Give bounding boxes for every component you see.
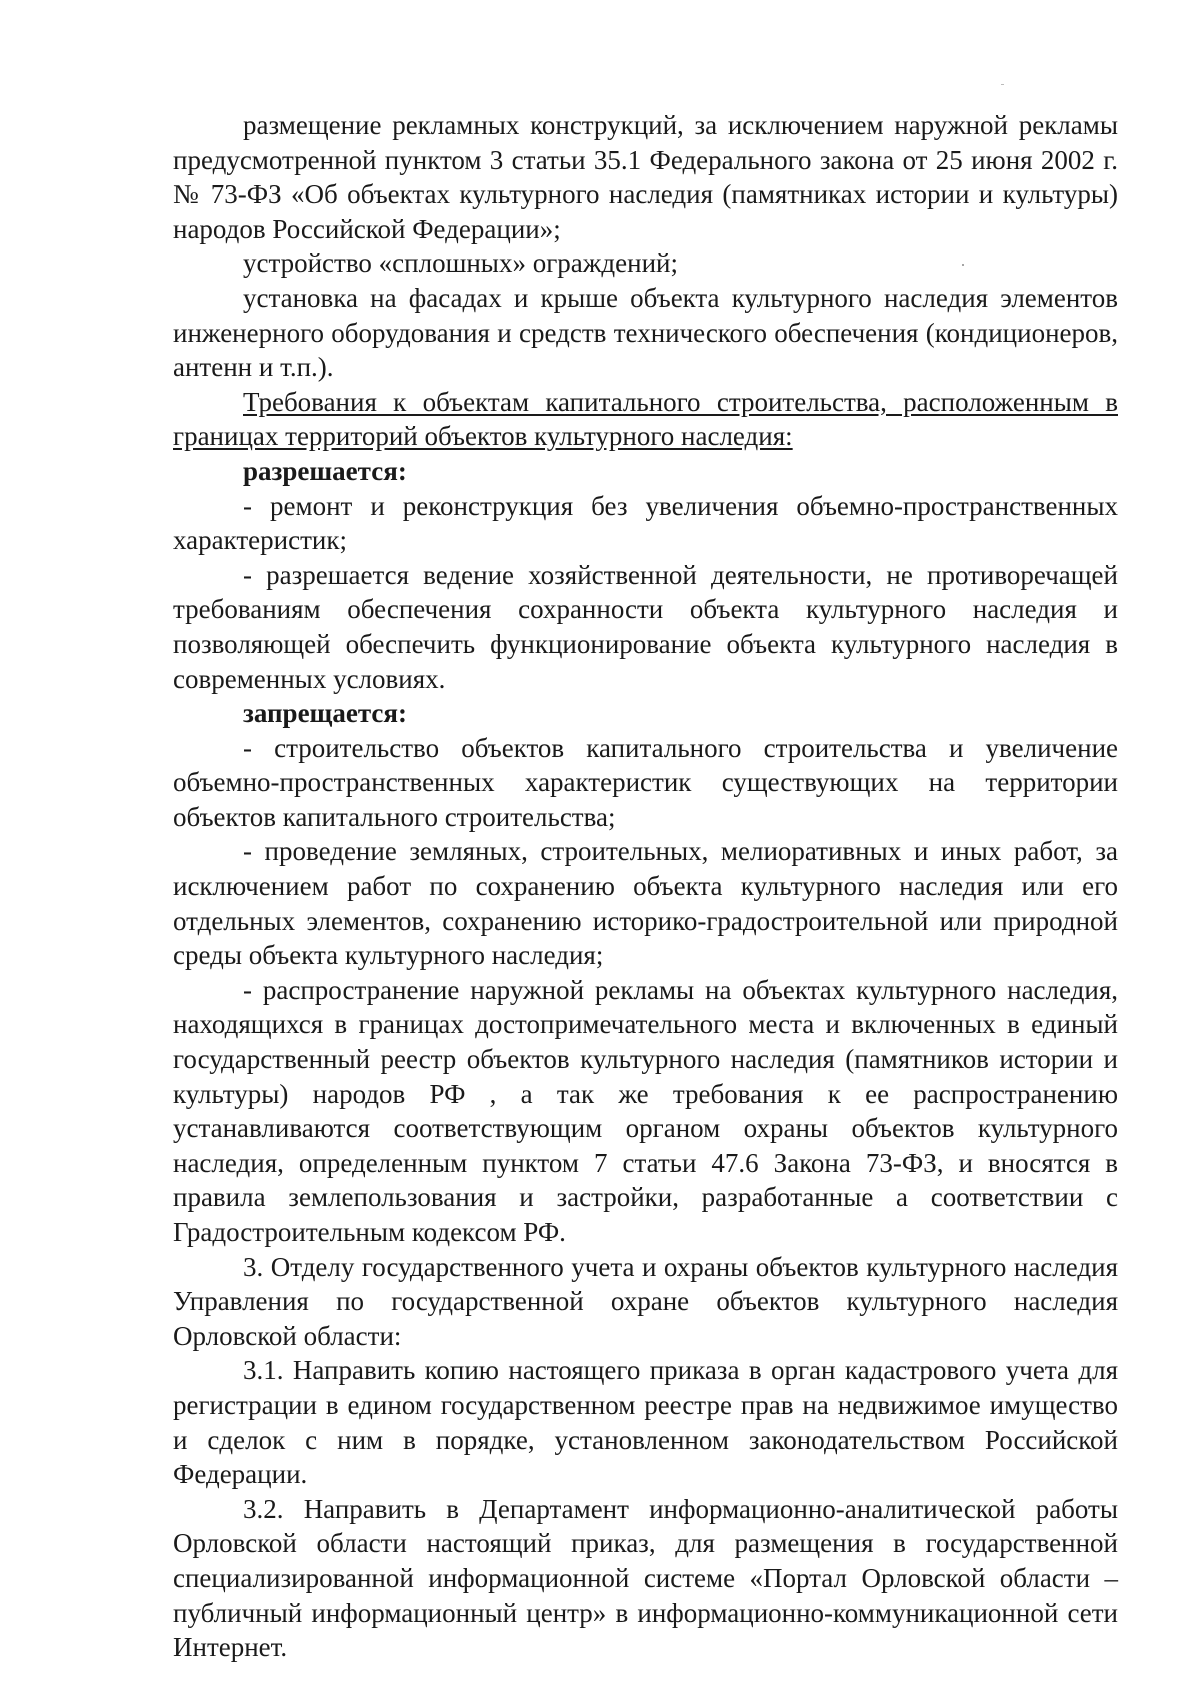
paragraph-forbidden-construction: - строительство объектов капитального строительства и увеличение объемно-пространственных характеристик существующих на территории объектов капитального строительства;: [173, 732, 1118, 832]
paragraph-allowed-economic-activity: - разрешается ведение хозяйственной деятельности, не противоречащей требованиям обеспечения сохранности объекта культурного наследия и позволяющей обеспечить функционирование объекта культурного наследия в современных условиях.: [173, 559, 1118, 694]
paragraph-forbidden-heading: запрещается:: [243, 698, 408, 729]
paragraph-item-3-2: 3.2. Направить в Департамент информационно-аналитической работы Орловской области настоящий приказ, для размещения в государственной специализированной информационной системе «Портал Орловской области – публичный информационный центр» в информационно-коммуникационной сети Интернет.: [173, 1493, 1118, 1663]
document-body: [173, 108, 1118, 1665]
paragraph-forbidden-earthworks: - проведение земляных, строительных, мелиоративных и иных работ, за исключением работ по сохранению объекта культурного наследия или его отдельных элементов, сохранению историко-градостроительной или природной среды объекта культурного наследия;: [173, 836, 1118, 971]
paragraph-item-3: 3. Отделу государственного учета и охраны объектов культурного наследия Управления по государственной охране объектов культурного наследия Орловской области:: [173, 1251, 1118, 1351]
paragraph-requirements-heading: Требования к объектам капитального строительства, расположенным в границах территорий объектов культурного наследия:: [173, 386, 1118, 452]
paragraph-allowed-heading: разрешается:: [243, 455, 407, 486]
paragraph-item-3-1: 3.1. Направить копию настоящего приказа в орган кадастрового учета для регистрации в едином государственном реестре прав на недвижимое имущество и сделок с ним в порядке, установленном законодательством Российской Федерации.: [173, 1355, 1118, 1490]
paragraph-forbidden-advertising: - распространение наружной рекламы на объектах культурного наследия, находящихся в границах достопримечательного места и включенных в единый государственный реестр объектов культурного наследия (памятников истории и культуры) народов РФ , а так же требования к ее распространению устанавливаются соответствующим органом охраны объектов культурного наследия, определенным пунктом 7 статьи 47.6 Закона 73-ФЗ, и вносятся в правила землепользования и застройки, разработанные а соответствии с Градостроительным кодексом РФ.: [173, 974, 1118, 1247]
paragraph-solid-fences: устройство «сплошных» ограждений;: [243, 248, 678, 279]
paragraph-allowed-repair: - ремонт и реконструкция без увеличения объемно-пространственных характеристик;: [173, 490, 1118, 556]
paragraph-advertising-structures: размещение рекламных конструкций, за исключением наружной рекламы предусмотренной пунктом 3 статьи 35.1 Федерального закона от 25 июня 2002 г. № 73-ФЗ «Об объектах культурного наследия (памятниках истории и культуры) народов Российской Федерации»;: [173, 110, 1118, 244]
paragraph-facade-equipment: установка на фасадах и крыше объекта культурного наследия элементов инженерного оборудования и средств технического обеспечения (кондиционеров, антенн и т.п.).: [173, 282, 1118, 383]
scan-speck: [1001, 84, 1004, 85]
